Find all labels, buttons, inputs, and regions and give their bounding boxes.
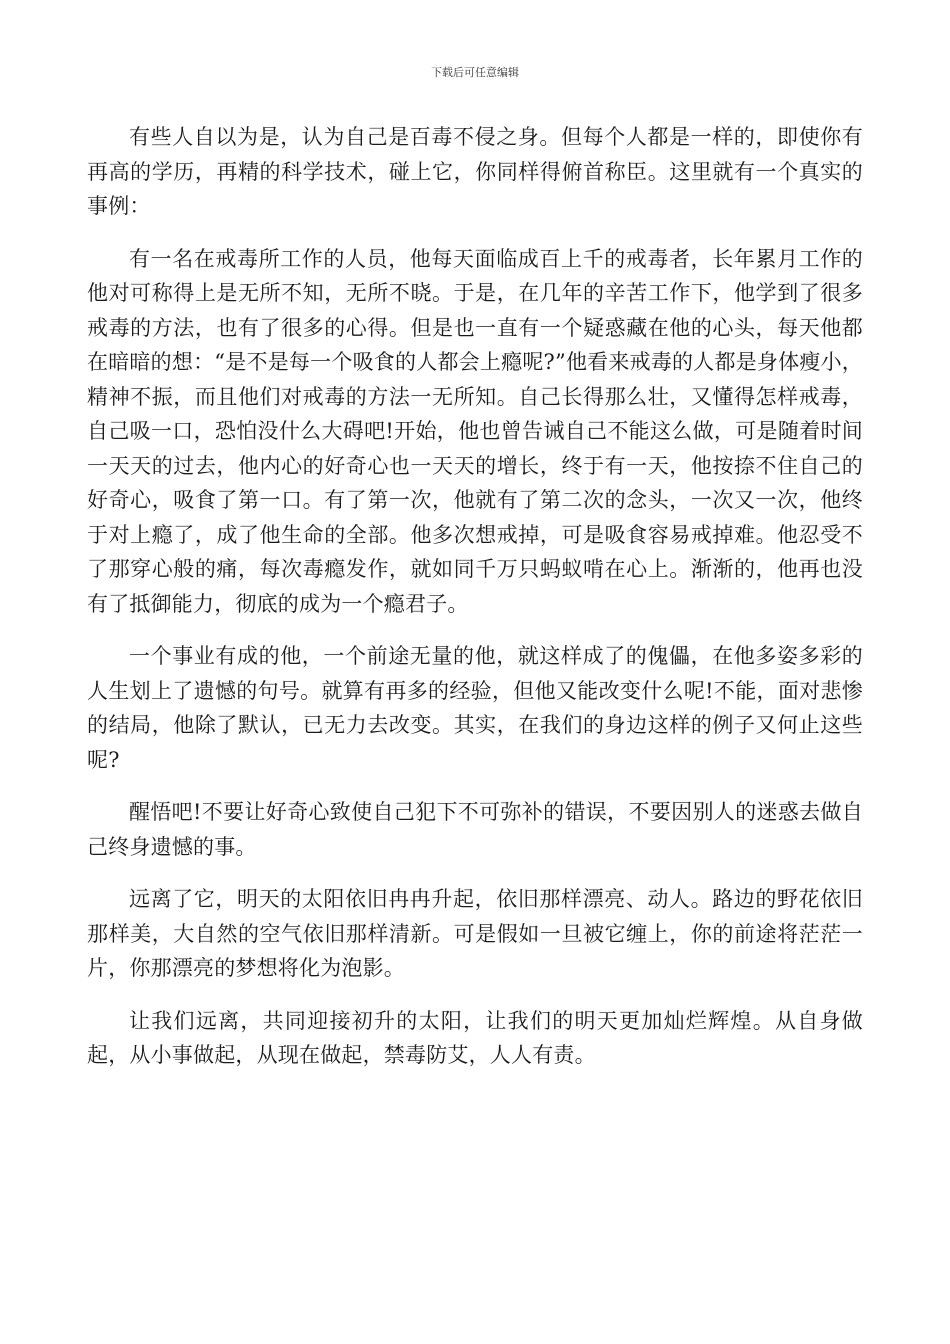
document-body <box>87 120 863 1091</box>
page-header-note: 下载后可任意编辑 <box>431 66 519 79</box>
paragraph-6: 让我们远离，共同迎接初升的太阳，让我们的明天更加灿烂辉煌。从自身做起，从小事做起，从现在做起，禁毒防艾，人人有责。 <box>87 1008 863 1067</box>
paragraph-4: 醒悟吧!不要让好奇心致使自己犯下不可弥补的错误，不要因别人的迷惑去做自己终身遗憾的事。 <box>87 800 863 859</box>
paragraph-3: 一个事业有成的他，一个前途无量的他，就这样成了的傀儡，在他多姿多彩的人生划上了遗憾的句号。就算有再多的经验，但他又能改变什么呢!不能，面对悲惨的结局，他除了默认，已无力去改变。其实，在我们的身边这样的例子又何止这些呢? <box>87 644 863 772</box>
paragraph-5: 远离了它，明天的太阳依旧冉冉升起，依旧那样漂亮、动人。路边的野花依旧那样美，大自然的空气依旧那样清新。可是假如一旦被它缠上，你的前途将茫茫一片，你那漂亮的梦想将化为泡影。 <box>87 887 863 980</box>
paragraph-2: 有一名在戒毒所工作的人员，他每天面临成百上千的戒毒者，长年累月工作的他对可称得上是无所不知，无所不晓。于是，在几年的辛苦工作下，他学到了很多戒毒的方法，也有了很多的心得。但是也一直有一个疑惑藏在他的心头，每天他都在暗暗的想：“是不是每一个吸食的人都会上瘾呢?”他看来戒毒的人都是身体瘦小，精神不振，而且他们对戒毒的方法一无所知。自己长得那么壮，又懂得怎样戒毒，自己吸一口，恐怕没什么大碍吧!开始，他也曾告诫自己不能这么做，可是随着时间一天天的过去，他内心的好奇心也一天天的增长，终于有一天，他按捺不住自己的好奇心，吸食了第一口。有了第一次，他就有了第二次的念头，一次又一次，他终于对上瘾了，成了他生命的全部。他多次想戒掉，可是吸食容易戒掉难。他忍受不了那穿心般的痛，每次毒瘾发作，就如同千万只蚂蚁啃在心上。渐渐的，他再也没有了抵御能力，彻底的成为一个瘾君子。 <box>87 246 863 616</box>
paragraph-1: 有些人自以为是，认为自己是百毒不侵之身。但每个人都是一样的，即使你有再高的学历，再精的科学技术，碰上它，你同样得俯首称臣。这里就有一个真实的事例： <box>87 125 863 218</box>
